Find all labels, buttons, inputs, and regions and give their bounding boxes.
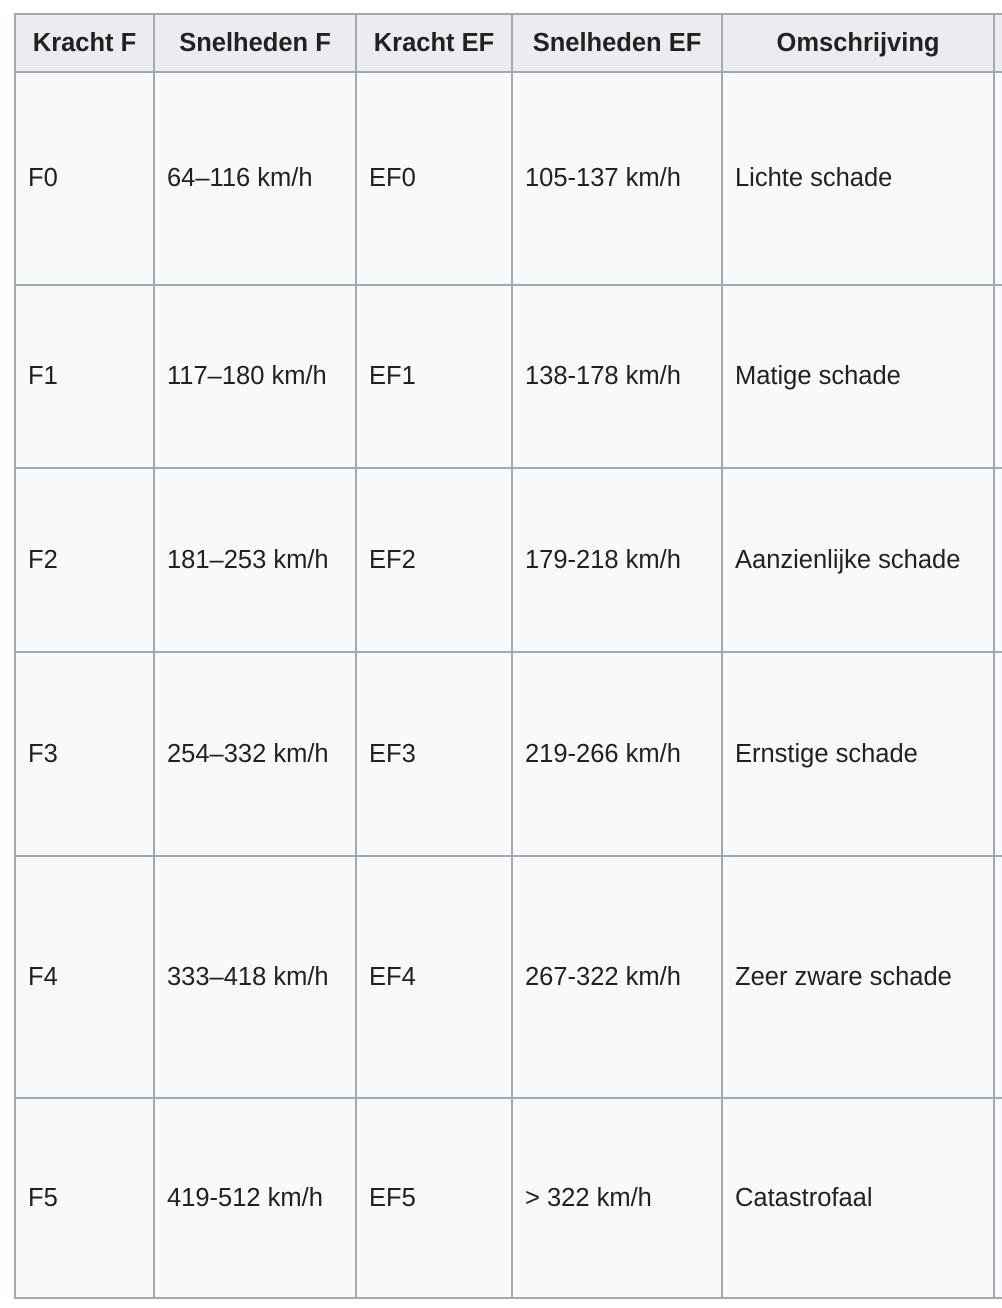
- cell-omschrijving: Matige schade: [722, 285, 994, 468]
- cell-omschrijving: Zeer zware schade: [722, 856, 994, 1098]
- header-kracht-ef: Kracht EF: [356, 14, 512, 72]
- cell-snelheden-ef: 105-137 km/h: [512, 72, 722, 285]
- cell-snelheden-ef: 219-266 km/h: [512, 652, 722, 856]
- cell-snelheden-f: 254–332 km/h: [154, 652, 356, 856]
- table-row: [15, 652, 1002, 856]
- table-header-row: [15, 14, 1002, 72]
- cell-kracht-f: F5: [15, 1098, 154, 1298]
- cell-omschrijving: Ernstige schade: [722, 652, 994, 856]
- cell-snelheden-ef: 179-218 km/h: [512, 468, 722, 652]
- header-omschrijving: Omschrijving: [722, 14, 994, 72]
- cell-cut-off: [994, 72, 1002, 285]
- header-snelheden-ef: Snelheden EF: [512, 14, 722, 72]
- cell-kracht-ef: EF4: [356, 856, 512, 1098]
- cell-omschrijving: Lichte schade: [722, 72, 994, 285]
- table-row: [15, 468, 1002, 652]
- cell-snelheden-ef: > 322 km/h: [512, 1098, 722, 1298]
- cell-cut-off: [994, 856, 1002, 1098]
- cell-snelheden-ef: 267-322 km/h: [512, 856, 722, 1098]
- cell-kracht-ef: EF5: [356, 1098, 512, 1298]
- table-row: [15, 856, 1002, 1098]
- cell-kracht-ef: EF3: [356, 652, 512, 856]
- cell-omschrijving: Catastrofaal: [722, 1098, 994, 1298]
- header-cut-off-column: [994, 14, 1002, 72]
- cell-kracht-ef: EF1: [356, 285, 512, 468]
- fujita-scale-table: [14, 13, 1002, 1299]
- cell-snelheden-f: 64–116 km/h: [154, 72, 356, 285]
- cell-kracht-f: F3: [15, 652, 154, 856]
- header-snelheden-f: Snelheden F: [154, 14, 356, 72]
- cell-omschrijving: Aanzienlijke schade: [722, 468, 994, 652]
- cell-cut-off: [994, 1098, 1002, 1298]
- cell-snelheden-f: 419-512 km/h: [154, 1098, 356, 1298]
- cell-snelheden-f: 333–418 km/h: [154, 856, 356, 1098]
- cell-kracht-f: F2: [15, 468, 154, 652]
- cell-kracht-f: F1: [15, 285, 154, 468]
- cell-cut-off: [994, 468, 1002, 652]
- cell-snelheden-f: 181–253 km/h: [154, 468, 356, 652]
- cell-cut-off: [994, 285, 1002, 468]
- cell-kracht-f: F0: [15, 72, 154, 285]
- table-row: [15, 285, 1002, 468]
- table-row: [15, 1098, 1002, 1298]
- cell-snelheden-f: 117–180 km/h: [154, 285, 356, 468]
- cell-kracht-ef: EF0: [356, 72, 512, 285]
- cell-cut-off: [994, 652, 1002, 856]
- header-kracht-f: Kracht F: [15, 14, 154, 72]
- cell-kracht-ef: EF2: [356, 468, 512, 652]
- cell-snelheden-ef: 138-178 km/h: [512, 285, 722, 468]
- table-row: [15, 72, 1002, 285]
- cell-kracht-f: F4: [15, 856, 154, 1098]
